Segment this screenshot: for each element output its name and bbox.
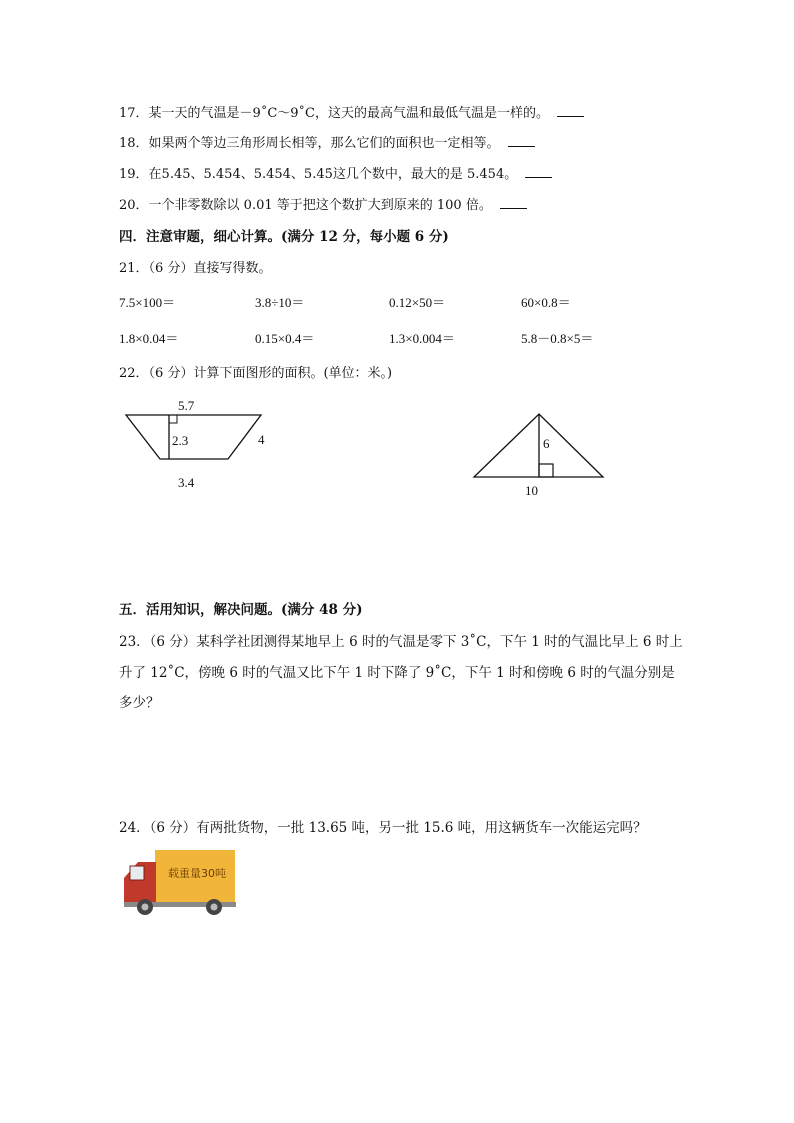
calc-item: 1.3×0.004＝ [389,331,455,346]
trapezoid-bottom-label: 3.4 [178,475,195,490]
trapezoid-height-label: 2.3 [172,433,189,448]
calc-item: 1.8×0.04＝ [119,331,179,346]
question-number: 18． [119,136,149,151]
truck-capacity-label: 载重量30吨 [168,867,226,880]
question-text: 如果两个等边三角形周长相等，那么它们的面积也一定相等。 [148,136,500,151]
question-23-line-2: 升了 12˚C，傍晚 6 时的气温又比下午 1 时下降了 9˚C，下午 1 时和傍晚 6 时的气温分别是 [119,665,675,681]
question-text: 某一天的气温是－9˚C～9˚C，这天的最高气温和最低气温是一样的。 [148,106,549,121]
trapezoid-side-label: 4 [258,432,265,447]
question-text: 在5.4̇5̇、5.454̇、5.4̇54̇、5.45̇这几个数中，最大的是 5.454。 [148,167,518,182]
question-number: 19． [119,167,149,182]
calc-item: 3.8÷10＝ [255,295,305,310]
question-23-line-1: 23．（6 分）某科学社团测得某地早上 6 时的气温是零下 3˚C，下午 1 时的气温比早上 6 时上 [119,634,683,650]
calc-item: 5.8－0.8×5＝ [521,331,594,346]
section-4-heading: 四．注意审题，细心计算。(满分 12 分，每小题 6 分) [119,229,449,245]
truck-icon [120,848,238,916]
calc-item: 60×0.8＝ [521,295,571,310]
question-24: 24．（6 分）有两批货物，一批 13.65 吨，另一批 15.6 吨，用这辆货车一次能运完吗？ [119,820,647,836]
question-text: 一个非零数除以 0.01 等于把这个数扩大到原来的 100 倍。 [148,198,492,213]
calc-item: 0.15×0.4＝ [255,331,315,346]
question-22-title: 22．（6 分）计算下面图形的面积。(单位：米。) [119,366,393,381]
question-23-line-3: 多少？ [119,695,160,711]
truck-image [120,848,238,916]
triangle-height-label: 6 [543,436,550,451]
right-angle-mark [169,415,177,423]
question-number: 20． [119,198,149,213]
section-5-heading: 五．活用知识，解决问题。(满分 48 分) [119,602,363,618]
trapezoid-top-label: 5.7 [178,398,195,413]
calc-item: 7.5×100＝ [119,295,176,310]
question-21-title: 21．（6 分）直接写得数。 [119,261,272,276]
right-angle-mark [539,464,553,477]
question-number: 17． [119,106,149,121]
trapezoid-shape [126,415,261,459]
triangle-base-label: 10 [525,483,538,498]
calc-item: 0.12×50＝ [389,295,446,310]
